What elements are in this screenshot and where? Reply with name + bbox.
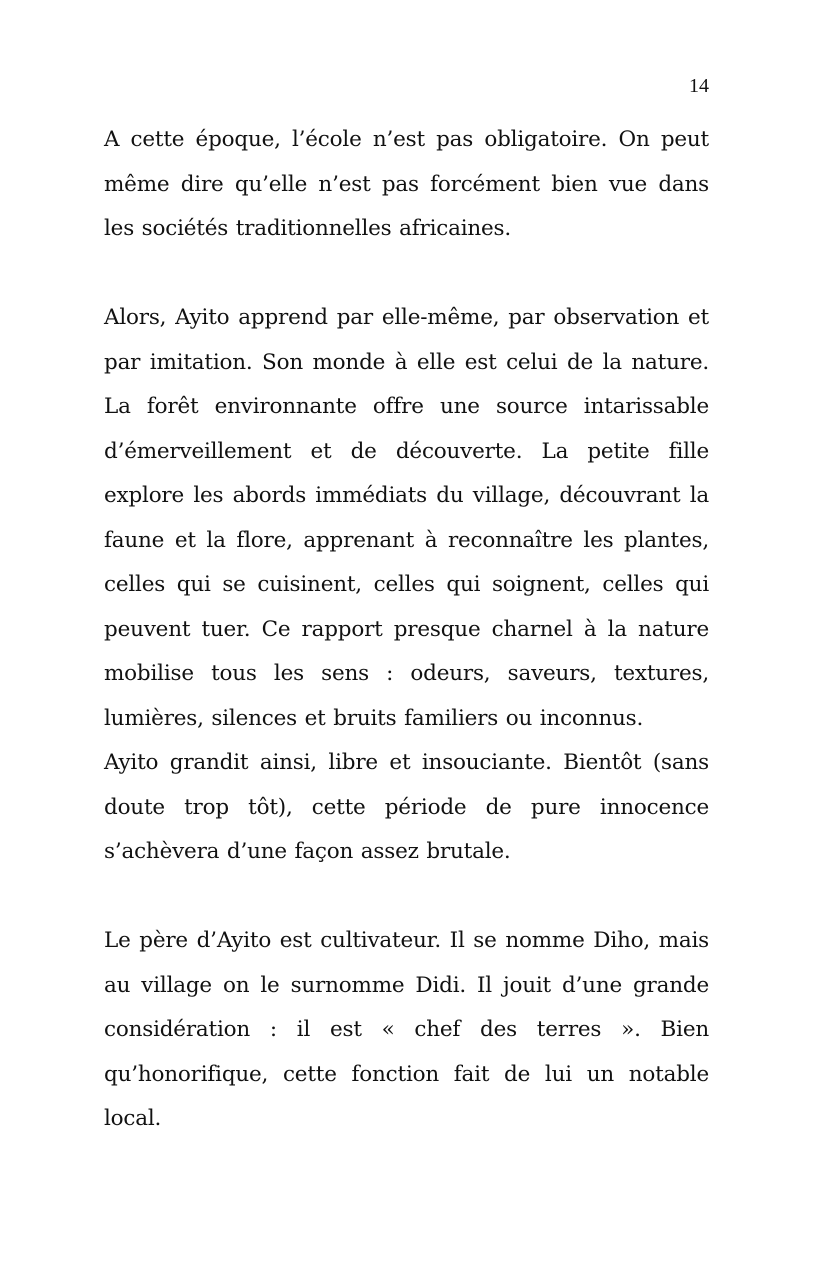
page-number: 14	[689, 75, 709, 97]
paragraph-innocence: Ayito grandit ainsi, libre et insouciante. Bientôt (sans doute trop tôt), cette période de pure innocence s’achèvera d’une façon assez brutale.	[104, 750, 709, 864]
paragraph-father: Le père d’Ayito est cultivateur. Il se nomme Diho, mais au village on le surnomme Didi. Il jouit d’une grande considération : il est « chef des terres ». Bien qu’honorifique, cette fonction fait de lui un notable local.	[104, 928, 709, 1131]
paragraph-spacer	[104, 252, 709, 297]
body-text	[104, 118, 709, 1142]
paragraph-school: A cette époque, l’école n’est pas obligatoire. On peut même dire qu’elle n’est pas forcément bien vue dans les sociétés traditionnelles africaines.	[104, 127, 709, 241]
paragraph-spacer	[104, 875, 709, 920]
paragraph-nature: Alors, Ayito apprend par elle-même, par observation et par imitation. Son monde à elle est celui de la nature. La forêt environnante offre une source intarissable d’émerveillement et de découverte. La petite fille explore les abords immédiats du village, découvrant la faune et la flore, apprenant à reconnaître les plantes, celles qui se cuisinent, celles qui soignent, celles qui peuvent tuer. Ce rapport presque charnel à la nature mobilise tous les sens : odeurs, saveurs, textures, lumières, silences et bruits familiers ou inconnus.	[104, 305, 709, 731]
